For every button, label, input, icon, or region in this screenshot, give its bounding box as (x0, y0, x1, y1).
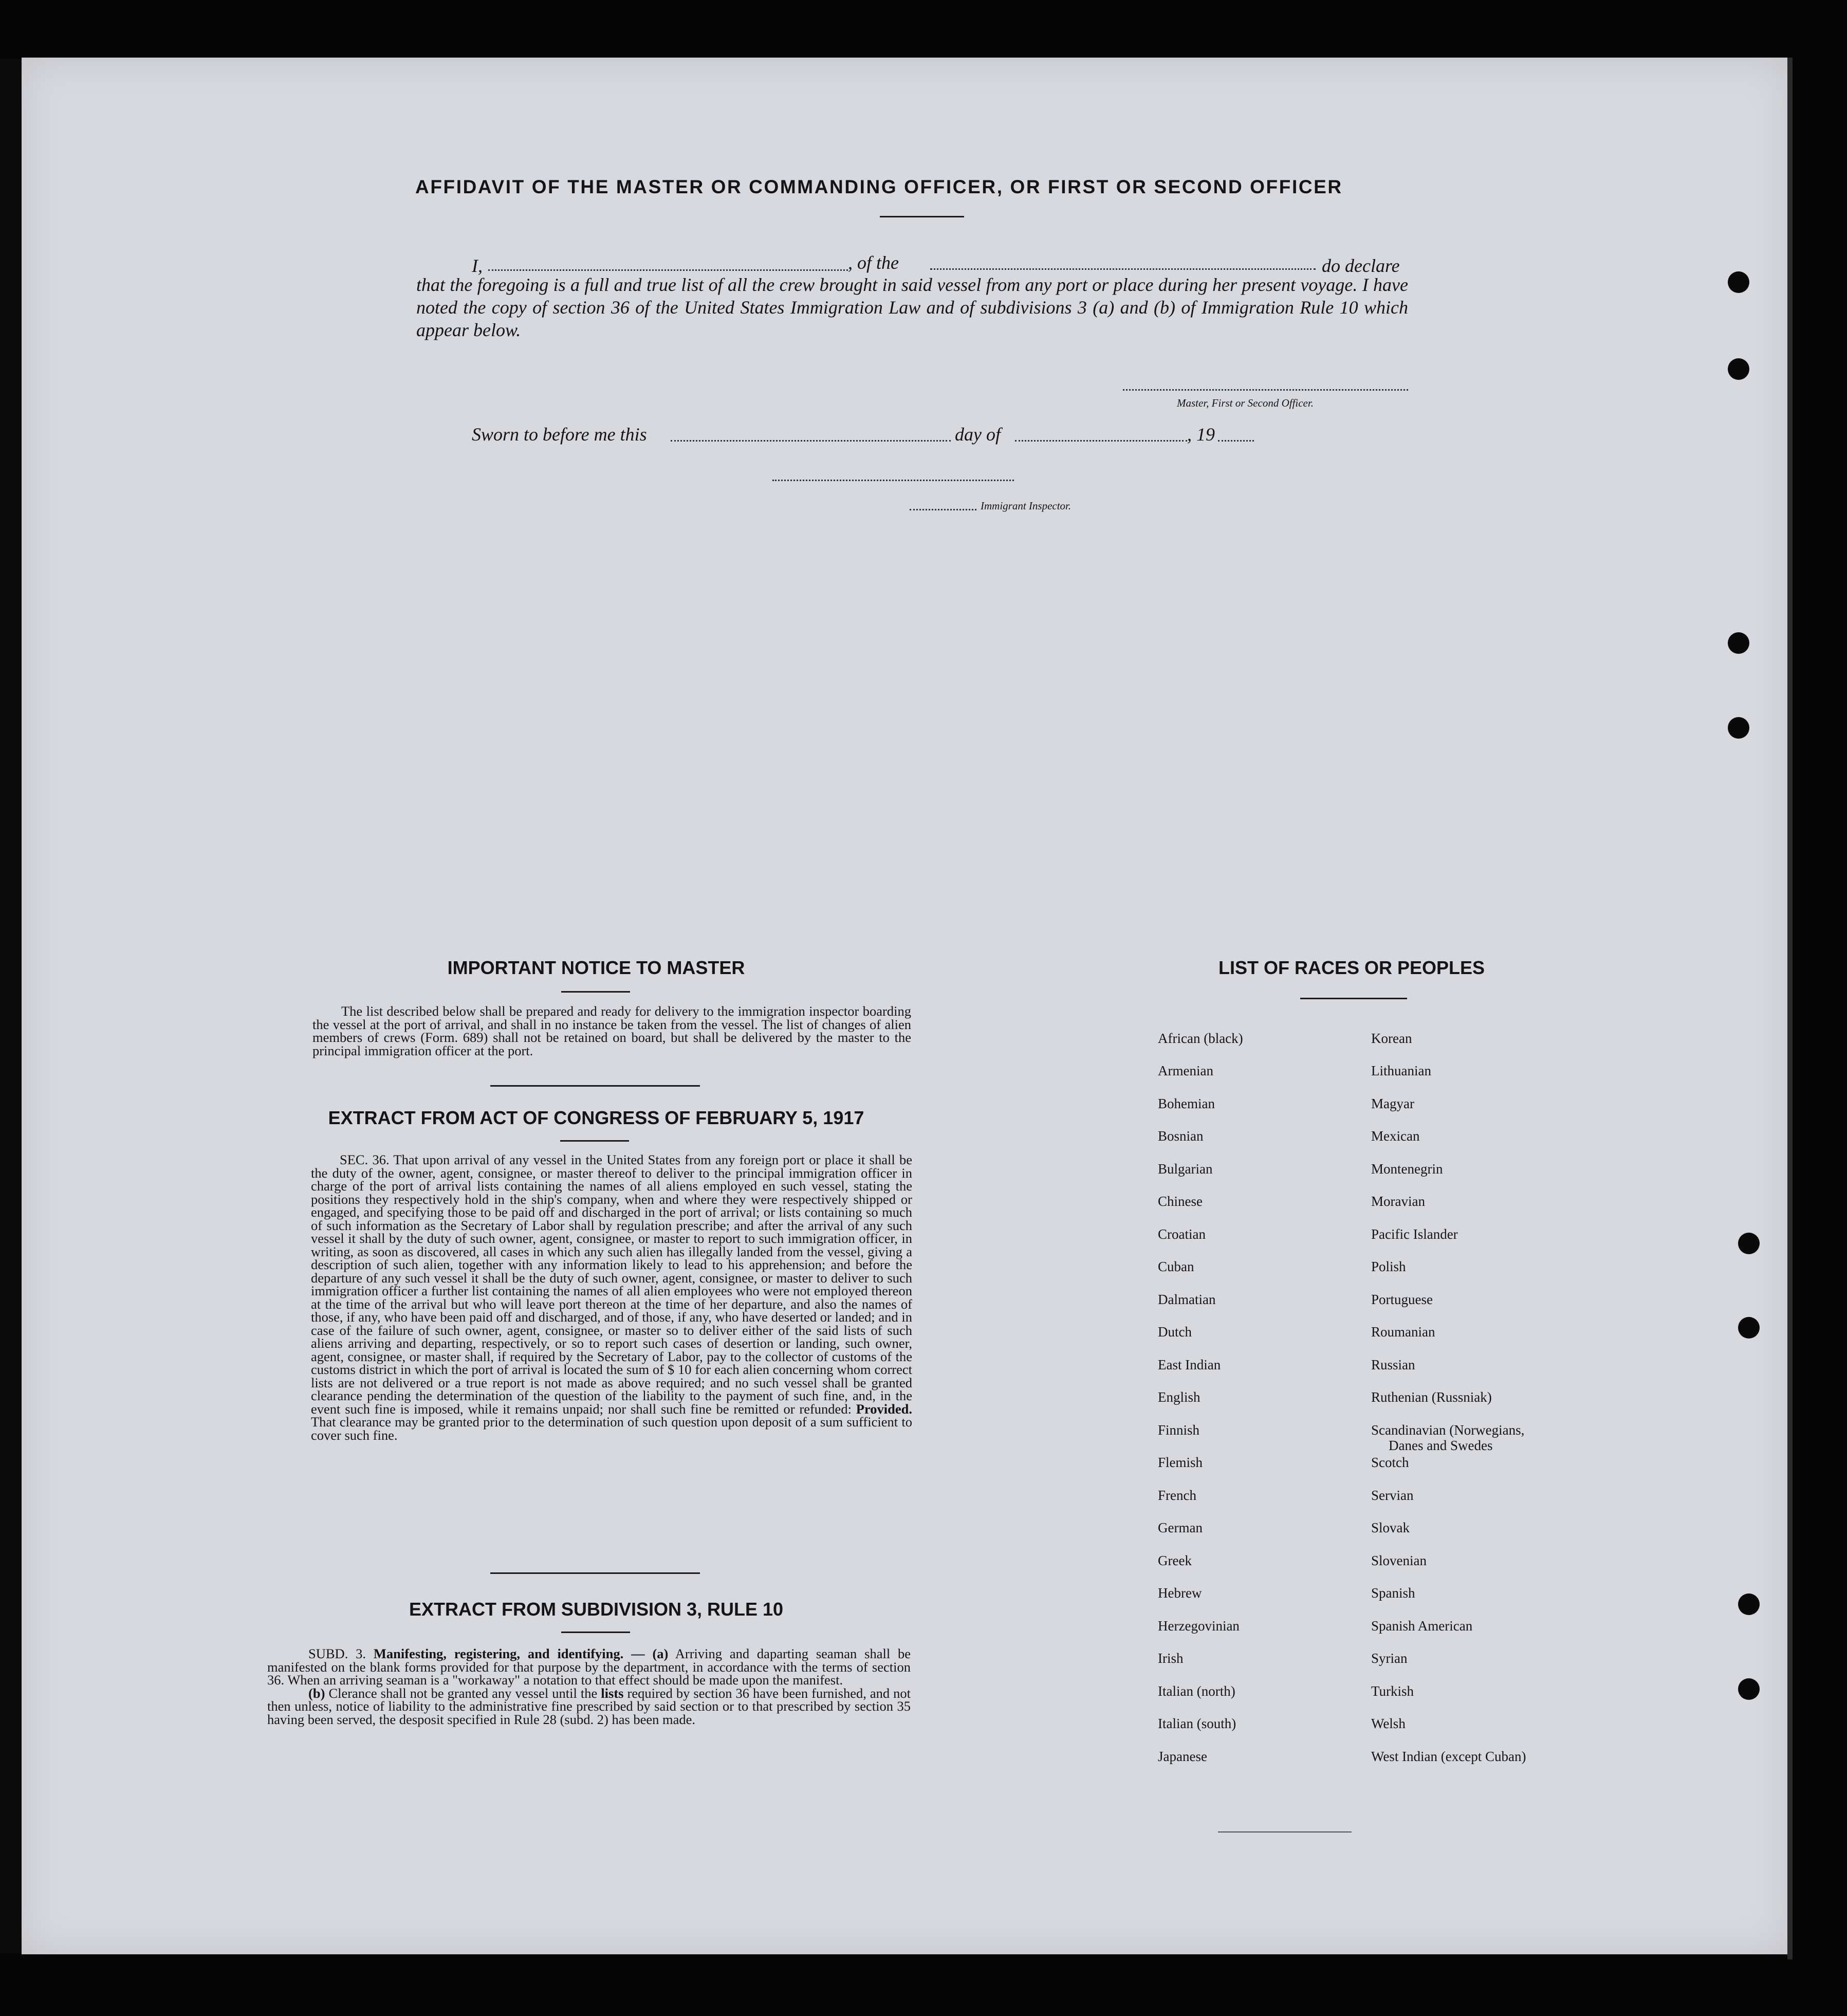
race-item: Polish (1371, 1259, 1406, 1274)
sworn-year: , 19 (1187, 424, 1215, 445)
race-item: Welsh (1371, 1716, 1406, 1731)
race-item: Italian (north) (1158, 1683, 1235, 1699)
affidavit-i: I, (472, 255, 483, 276)
subd-a-text: Arriving and daparting seaman shall be manifested on the blank forms provided for that purpose by the department, in accordance with the terms of section 36. When an arriving seaman is a "workaway" a notation to that effect should be made upon the manifest. (267, 1646, 911, 1688)
race-item: Spanish (1371, 1585, 1415, 1601)
race-item: Chinese (1158, 1194, 1203, 1209)
affidavit-paragraph: that the foregoing is a full and true list of all the crew brought in said vessel from any port or place during her present voyage. I have noted the copy of section 36 of the United States Immigration Law and of subdivisions 3 (a) and (b) of Immigration Rule 10 which appear below. (416, 274, 1408, 340)
race-item: Spanish American (1371, 1618, 1473, 1634)
subd-b-paragraph (267, 1687, 911, 1727)
race-item: Slovenian (1371, 1553, 1427, 1568)
race-item: Irish (1158, 1651, 1184, 1666)
race-item: French (1158, 1488, 1196, 1503)
act-title: EXTRACT FROM ACT OF CONGRESS OF FEBRUARY 5, 1917 (328, 1107, 864, 1128)
race-item-continued: Danes and Swedes (1389, 1438, 1493, 1453)
subd-b-text-2: required by section 36 have been furnished, and not then unless, notice of liability to the administrative fine prescribed by said section or to that prescribed by section 35 having been served, the desposit specified in Rule 28 (subd. 2) has been made. (267, 1685, 911, 1727)
scan-bottom-border (0, 1953, 1847, 2016)
race-item: Magyar (1371, 1096, 1414, 1111)
rule-title: EXTRACT FROM SUBDIVISION 3, RULE 10 (409, 1599, 784, 1620)
races-left-column (1158, 1031, 1363, 1776)
race-item: Bosnian (1158, 1128, 1204, 1144)
race-item: Herzegovinian (1158, 1618, 1240, 1634)
race-item: Scotch (1371, 1455, 1409, 1470)
affidavit-title: AFFIDAVIT OF THE MASTER OR COMMANDING OFFICER, OR FIRST OR SECOND OFFICER (415, 176, 1343, 197)
act-underline (560, 1140, 629, 1142)
race-item: Korean (1371, 1031, 1412, 1046)
races-right-column (1371, 1031, 1587, 1776)
subd-a-label: (a) (652, 1646, 669, 1661)
punch-hole (1728, 358, 1749, 380)
race-item: Bulgarian (1158, 1161, 1213, 1177)
bottom-faint-rule (1218, 1831, 1352, 1832)
sec36-tail-text: That clearance may be granted prior to the determination of such question upon deposit of a sum sufficient to cover such fine. (311, 1414, 912, 1443)
race-item: Dutch (1158, 1324, 1192, 1340)
race-item: Mexican (1371, 1128, 1420, 1144)
race-item: Hebrew (1158, 1585, 1202, 1601)
race-item: Ruthenian (Russniak) (1371, 1389, 1492, 1405)
race-item: Servian (1371, 1488, 1414, 1503)
signature-caption: Master, First or Second Officer. (1177, 397, 1314, 409)
race-item: Syrian (1371, 1651, 1408, 1666)
race-item: English (1158, 1389, 1200, 1405)
race-item: Flemish (1158, 1455, 1203, 1470)
notice-underline (561, 991, 630, 993)
name-field[interactable] (488, 269, 848, 271)
punch-hole (1738, 1233, 1760, 1254)
subd-heading: Manifesting, registering, and identifying. (373, 1646, 624, 1661)
sworn-month-field[interactable] (1015, 440, 1187, 442)
race-item: Croatian (1158, 1226, 1206, 1242)
race-item: African (black) (1158, 1031, 1243, 1046)
subd-a-paragraph (267, 1647, 911, 1687)
race-item: Slovak (1371, 1520, 1410, 1535)
page-edge (1787, 58, 1793, 1959)
notice-title: IMPORTANT NOTICE TO MASTER (447, 957, 745, 978)
rule-underline (561, 1632, 630, 1633)
punch-hole (1738, 1317, 1760, 1339)
subd-b-text-1: Clerance shall not be granted any vessel until the (328, 1685, 598, 1701)
sec36-paragraph (311, 1153, 912, 1442)
punch-hole (1738, 1593, 1760, 1615)
race-item: German (1158, 1520, 1203, 1535)
races-underline (1300, 998, 1407, 999)
race-item: Bohemian (1158, 1096, 1215, 1111)
race-item: Montenegrin (1371, 1161, 1443, 1177)
races-title: LIST OF RACES OR PEOPLES (1218, 957, 1485, 978)
inspector-caption: Immigrant Inspector. (981, 500, 1072, 512)
race-item: Finnish (1158, 1422, 1200, 1438)
sworn-day-of: day of (955, 424, 1001, 445)
race-item: Dalmatian (1158, 1292, 1216, 1307)
subd-dash: — (623, 1646, 653, 1661)
affidavit-of-the: , of the (848, 252, 899, 273)
race-item: West Indian (except Cuban) (1371, 1749, 1526, 1764)
scan-right-border (1793, 51, 1847, 2016)
race-item: Armenian (1158, 1063, 1213, 1078)
race-item: Roumanian (1371, 1324, 1435, 1340)
inspector-dots (910, 509, 976, 510)
title-underline (880, 216, 964, 217)
race-item: Greek (1158, 1553, 1192, 1568)
punch-hole (1728, 632, 1749, 654)
vessel-field[interactable] (930, 268, 1316, 270)
sworn-year-field[interactable] (1218, 440, 1254, 442)
punch-hole (1728, 717, 1749, 739)
punch-hole (1738, 1678, 1760, 1700)
sworn-day-field[interactable] (671, 440, 951, 442)
subd-prefix: SUBD. 3. (308, 1646, 366, 1661)
notice-paragraph: The list described below shall be prepared and ready for delivery to the immigration inspector boarding the vessel at the port of arrival, and shall in no instance be taken from the vessel. The list of changes of alien members of crews (Form. 689) shall not be retained on board, but shall be delivered by the master to the principal immigration officer at the port. (312, 1003, 911, 1058)
notice-text (312, 1005, 911, 1057)
rule-text (267, 1647, 911, 1726)
race-item: Russian (1371, 1357, 1415, 1372)
race-item: Japanese (1158, 1749, 1207, 1764)
affidavit-do-declare: do declare (1322, 255, 1400, 276)
race-item: Cuban (1158, 1259, 1194, 1274)
section-divider (490, 1085, 700, 1087)
race-item: Pacific Islander (1371, 1226, 1458, 1242)
race-item: Scandinavian (Norwegians, (1371, 1422, 1525, 1438)
signature-field[interactable] (1123, 389, 1408, 391)
subd-b-lists: lists (601, 1685, 624, 1701)
punch-hole (1728, 271, 1749, 293)
sworn-prefix: Sworn to before me this (472, 424, 647, 445)
race-item: Moravian (1371, 1194, 1425, 1209)
scan-top-border (0, 0, 1847, 59)
inspector-signature-field[interactable] (772, 480, 1014, 481)
sec36-main-text: SEC. 36. That upon arrival of any vessel in the United States from any foreign port or place it shall be the duty of the owner, agent, consignee, or master thereof to deliver to the principal immigration officer in charge of the port of arrival lists containing the names of all aliens employed en such vessel, stating the positions they respectively hold in the ship's company, when and where they were respectively shipped or engaged, and specifying those to be paid off and discharged in the port of arrival; or lists containing so much of such information as the Secretary of Labor shall by regulation prescribe; and after the arrival of any such vessel it shall by the duty of such owner, agent, consignee, or master to report to such immigration officer, in writing, as soon as discovered, all cases in which any such alien has illegally landed from the vessel, giving a description of such alien, together with any information likely to lead to his apprehension; and before the departure of any such vessel it shall be the duty of such owner, agent, consignee, or master to deliver to such immigration officer a further list containing the names of all alien employees who were not employed thereon at the time of the arrival but who will leave port thereon at the time of her departure, and also the names of those, if any, who have been paid off and discharged, and of those, if any, who have deserted or landed; and in case of the failure of such owner, agent, consignee, or master so to deliver either of the said lists of such aliens arriving and departing, respectively, or so to report such cases of desertion or landing, such owner, agent, consignee, or master shall, if required by the Secretary of Labor, pay to the collector of customs of the customs district in which the port of arrival is located the sum of $ 10 for each alien concerning whom correct lists are not delivered or a true report is not made as above required; and no such vessel shall be granted clearance pending the determination of the question of the liability to the payment of such fine, and, in the event such fine is imposed, while it remains unpaid; nor shall such fine be remitted or refunded: (311, 1152, 912, 1417)
section-divider-2 (490, 1572, 700, 1574)
race-item: Portuguese (1371, 1292, 1433, 1307)
race-item: Italian (south) (1158, 1716, 1236, 1731)
subd-b-label: (b) (308, 1685, 325, 1701)
race-item: Lithuanian (1371, 1063, 1431, 1078)
act-text (311, 1153, 912, 1442)
provided-bold: Provided. (856, 1401, 912, 1417)
race-item: East Indian (1158, 1357, 1221, 1372)
race-item: Turkish (1371, 1683, 1414, 1699)
